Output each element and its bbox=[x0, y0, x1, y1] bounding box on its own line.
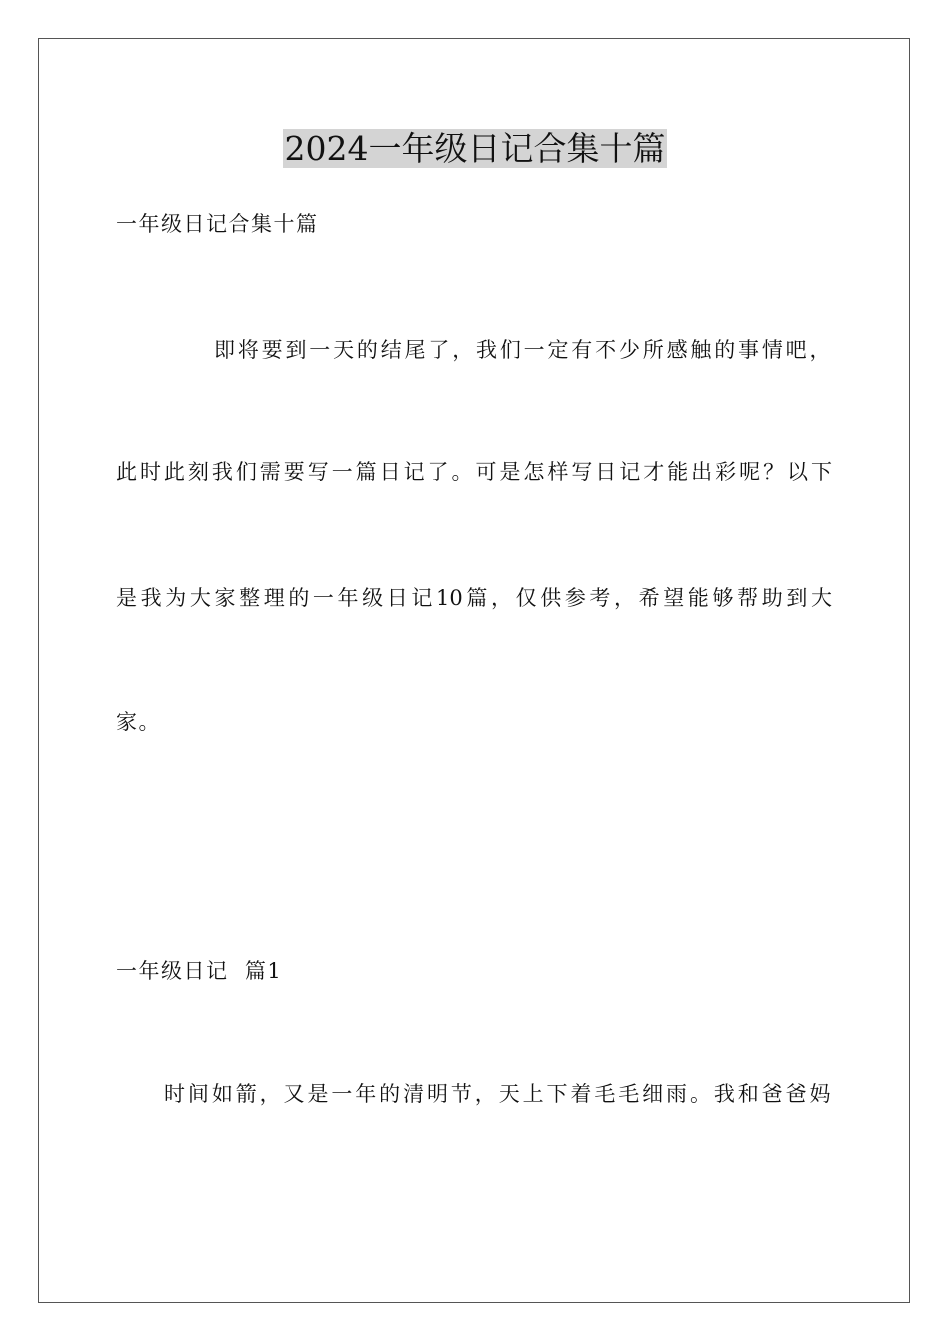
body-line-1: 时间如箭，又是一年的清明节，天上下着毛毛细雨。我和爸爸妈 bbox=[164, 1082, 832, 1106]
intro-line-3: 是我为大家整理的一年级日记10篇，仅供参考，希望能够帮助到大 bbox=[116, 586, 832, 610]
intro-line-1: 即将要到一天的结尾了，我们一定有不少所感触的事情吧， bbox=[214, 338, 832, 362]
document-title-text: 2024一年级日记合集十篇 bbox=[284, 129, 666, 168]
document-title bbox=[0, 128, 950, 170]
document-subtitle: 一年级日记合集十篇 bbox=[116, 212, 319, 236]
intro-line-4: 家。 bbox=[116, 710, 161, 734]
section-heading: 一年级日记 篇1 bbox=[116, 959, 283, 983]
intro-line-2: 此时此刻我们需要写一篇日记了。可是怎样写日记才能出彩呢？以下 bbox=[116, 460, 832, 484]
